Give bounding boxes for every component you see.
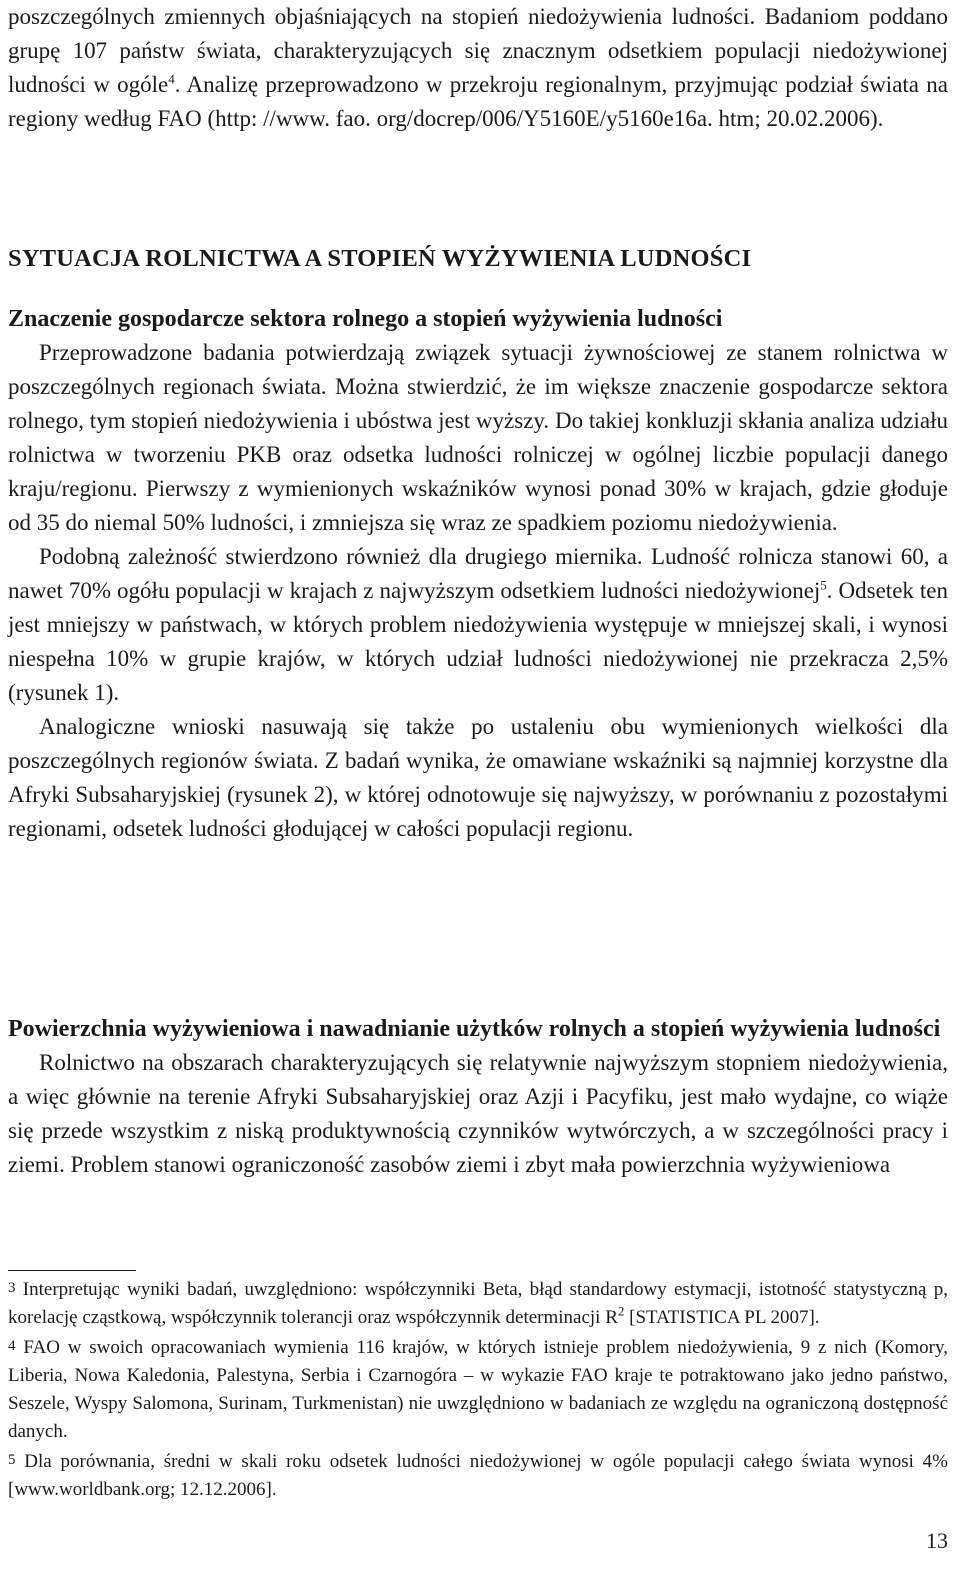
page-number: 13 bbox=[926, 1528, 948, 1553]
footnote-text: Dla porównania, średni w skali roku odsetek ludności niedożywionej w ogóle populacji całego świata wynosi 4% [www.worldbank.org; 12.12.2006]. bbox=[8, 1451, 948, 1500]
subsection2-heading: Powierzchnia wyżywieniowa i nawadnianie użytków rolnych a stopień wyżywienia ludności bbox=[8, 1016, 941, 1042]
subsection2-para1: Rolnictwo na obszarach charakteryzujących się relatywnie najwyższym stopniem niedożywienia, a więc głównie na terenie Afryki Subsaharyjskiej oraz Azji i Pacyfiku, jest mało wydajne, co wiąże się przede wszystkim z niską produktywnością czynników wytwórczych, a w szczególności pracy i ziemi. Problem stanowi ograniczoność zasobów ziemi i zbyt mała powierzchnia wyżywieniowa bbox=[8, 1050, 948, 1177]
footnote-ref-5: 5 bbox=[820, 577, 827, 593]
section-heading-block bbox=[8, 242, 948, 276]
intro-paragraph bbox=[8, 0, 948, 136]
footnote-text: Interpretując wyniki badań, uwzględniono: współczynniki Beta, błąd standardowy estymacji, istotność statystyczną p, korelację cząstkową, współczynnik tolerancji oraz współczynnik determinacji R bbox=[8, 1279, 949, 1328]
footnote-number: 3 bbox=[8, 1280, 16, 1296]
section-heading: SYTUACJA ROLNICTWA A STOPIEŃ WYŻYWIENIA LUDNOŚCI bbox=[8, 245, 752, 272]
footnote-text-after: [STATISTICA PL 2007]. bbox=[624, 1307, 820, 1328]
subsection2-block bbox=[8, 1012, 948, 1182]
footnote-number: 4 bbox=[8, 1338, 16, 1354]
footnote-4 bbox=[8, 1332, 948, 1446]
footnote-ref-4: 4 bbox=[168, 71, 175, 87]
intro-text-after: . Analizę przeprowadzono w przekroju regionalnym, przyjmując podział świata na regiony według FAO (http: //www. fao. org/docrep/006/Y5160E/y5160e16a. htm; 20.02.2006). bbox=[8, 72, 949, 131]
subsection1-para3: Analogiczne wnioski nasuwają się także po ustaleniu obu wymienionych wielkości dla poszczególnych regionów świata. Z badań wynika, że omawiane wskaźniki są najmniej korzystne dla Afryki Subsaharyjskiej (rysunek 2), w której odnotowuje się najwyższy, w porównaniu z pozostałymi regionami, odsetek ludności głodującej w całości populacji regionu. bbox=[8, 714, 948, 841]
footnote-text: FAO w swoich opracowaniach wymienia 116 krajów, w których istnieje problem niedożywienia, 9 z nich (Komory, Liberia, Nowa Kaledonia, Palestyna, Serbia i Czarnogóra – w wykazie FAO kraje te potraktowano jako jedno państwo, Seszele, Wyspy Salomona, Surinam, Turkmenistan) nie uwzględniono w badaniach ze względu na ograniczoną dostępność danych. bbox=[8, 1337, 949, 1442]
intro-paragraph-block bbox=[8, 0, 948, 136]
subsection1-para1: Przeprowadzone badania potwierdzają związek sytuacji żywnościowej ze stanem rolnictwa w poszczególnych regionach świata. Można stwierdzić, że im większe znaczenie gospodarcze sektora rolnego, tym stopień niedożywienia i ubóstwa jest wyższy. Do takiej konkluzji skłania analiza udziału rolnictwa w tworzeniu PKB oraz odsetka ludności rolniczej w ogólnej liczbie populacji danego kraju/regionu. Pierwszy z wymienionych wskaźników wynosi ponad 30% w krajach, gdzie głoduje od 35 do niemal 50% ludności, i zmniejsza się wraz ze spadkiem poziomu niedożywienia. bbox=[8, 340, 948, 535]
subsection1-heading: Znaczenie gospodarcze sektora rolnego a stopień wyżywienia ludności bbox=[8, 306, 723, 332]
para2-text-after: . Odsetek ten jest mniejszy w państwach, w których problem niedożywienia występuje w mniejszej skali, i wynosi niespełna 10% w grupie krajów, w których udział ludności niedożywionej nie przekracza 2,5% (rysunek 1). bbox=[8, 578, 948, 705]
footnote-number: 5 bbox=[8, 1452, 16, 1468]
subsection1-block bbox=[8, 302, 948, 846]
footnote-divider bbox=[8, 1270, 136, 1271]
para2-text: Podobną zależność stwierdzono również dla drugiego miernika. Ludność rolnicza stanowi 60, a nawet 70% ogółu populacji w krajach z najwyższym odsetkiem ludności niedożywionej bbox=[8, 544, 948, 603]
superscript: 2 bbox=[617, 1303, 625, 1319]
footnote-5 bbox=[8, 1446, 948, 1504]
intro-text: poszczególnych zmiennych objaśniających na stopień niedożywienia ludności. Badaniom poddano grupę 107 państw świata, charakteryzujących się znacznym odsetkiem populacji niedożywionej ludności w ogóle bbox=[8, 4, 948, 97]
subsection1-para2 bbox=[8, 540, 948, 710]
footnotes-block bbox=[8, 1274, 948, 1504]
footnote-3 bbox=[8, 1274, 948, 1332]
